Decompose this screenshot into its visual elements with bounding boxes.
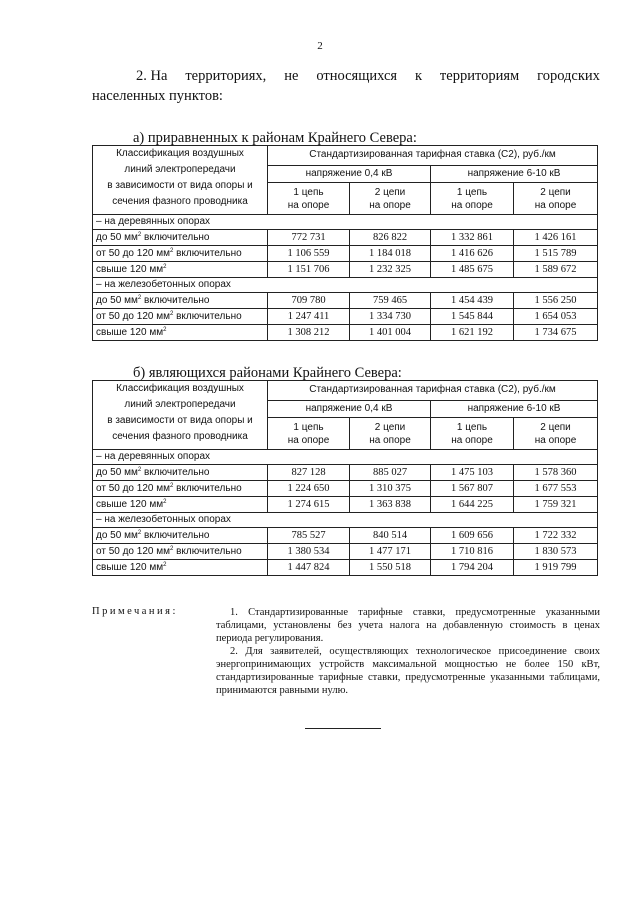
row-label-text: до 50 мм [96,231,138,243]
rate-title: Стандартизированная тарифная ставка (С2), руб./км [268,146,598,166]
rate-value: 1 644 225 [431,497,514,513]
row-label-sup: 2 [163,326,167,333]
chain-line: 2 цепи [540,186,571,198]
chain-line: на опоре [451,199,493,211]
rate-value: 1 401 004 [350,325,431,341]
row-label [93,309,268,325]
rate-value: 1 677 553 [514,481,598,497]
row-label-text: от 50 до 120 мм [96,247,170,259]
rate-value: 1 550 518 [350,560,431,576]
row-label-text: от 50 до 120 мм [96,310,170,322]
row-label-suffix: включительно [173,310,242,322]
classification-line: в зависимости от вида опоры и [107,415,253,426]
header-row [93,146,598,166]
rate-value: 1 416 626 [431,246,514,262]
tariff-table-b [92,380,598,576]
chain-header [514,418,598,450]
notes [216,606,600,697]
rate-value: 1 363 838 [350,497,431,513]
rate-value: 1 184 018 [350,246,431,262]
intro-word: территориях, [185,68,267,84]
rate-value: 709 780 [268,293,350,309]
row-label-text: от 50 до 120 мм [96,545,170,557]
row-label [93,230,268,246]
group-row [93,215,598,230]
row-label-suffix: включительно [173,482,242,494]
header-row [93,381,598,401]
rate-value: 1 477 171 [350,544,431,560]
group-row [93,513,598,528]
rate-value: 1 654 053 [514,309,598,325]
rate-value: 1 447 824 [268,560,350,576]
rate-value: 759 465 [350,293,431,309]
rate-value: 1 710 816 [431,544,514,560]
row-label [93,262,268,278]
row-label-sup: 2 [163,561,167,568]
row-label-sup: 2 [170,310,174,317]
rate-value: 1 232 325 [350,262,431,278]
classification-line: Классификация воздушных [116,383,244,394]
group-label: – на железобетонных опорах [93,513,598,528]
intro-word: к [414,68,423,84]
chain-header [514,183,598,215]
intro-word: 2. На [136,68,168,84]
rate-value: 1 310 375 [350,481,431,497]
table-row [93,528,598,544]
row-label-text: свыше 120 мм [96,561,164,573]
chain-line: на опоре [287,199,330,211]
rate-value: 840 514 [350,528,431,544]
rate-value: 1 609 656 [431,528,514,544]
row-label-sup: 2 [170,545,174,552]
table-row [93,246,598,262]
rate-value: 1 722 332 [514,528,598,544]
rate-value: 885 027 [350,465,431,481]
voltage-header: напряжение 0,4 кВ [268,165,431,183]
row-label-text: свыше 120 мм [96,263,164,275]
row-label [93,465,268,481]
chain-line: 2 цепи [540,421,571,433]
chain-header [431,183,514,215]
rate-value: 1 759 321 [514,497,598,513]
row-label [93,246,268,262]
page-number: 2 [317,40,323,52]
rate-value: 1 515 789 [514,246,598,262]
intro-paragraph [92,66,600,106]
row-label-sup: 2 [163,498,167,505]
row-label-sup: 2 [163,263,167,270]
chain-line: 2 цепи [374,421,406,433]
row-label-text: свыше 120 мм [96,326,164,338]
rate-value: 1 556 250 [514,293,598,309]
classification-line: линий электропередачи [124,164,236,175]
rate-value: 1 545 844 [431,309,514,325]
rate-value: 785 527 [268,528,350,544]
voltage-header: напряжение 0,4 кВ [268,400,431,418]
row-label [93,293,268,309]
chain-header [268,418,350,450]
rate-value: 1 567 807 [431,481,514,497]
classification-line: сечения фазного проводника [112,196,248,207]
chain-header [268,183,350,215]
row-label [93,528,268,544]
table-row [93,309,598,325]
rate-value: 1 274 615 [268,497,350,513]
row-label-sup: 2 [170,247,174,254]
voltage-header: напряжение 6-10 кВ [431,165,598,183]
row-label [93,325,268,341]
intro-word: городских [537,68,600,84]
rate-value: 1 919 799 [514,560,598,576]
chain-line: на опоре [369,434,411,446]
row-label-suffix: включительно [173,545,242,557]
chain-line: на опоре [369,199,411,211]
chain-line: на опоре [534,199,577,211]
rate-value: 1 621 192 [431,325,514,341]
group-label: – на деревянных опорах [93,450,598,465]
table-row [93,325,598,341]
row-label-text: от 50 до 120 мм [96,482,170,494]
rate-title: Стандартизированная тарифная ставка (С2), руб./км [268,381,598,401]
rate-value: 826 822 [350,230,431,246]
rate-value: 1 247 411 [268,309,350,325]
chain-header [350,418,431,450]
rate-value: 827 128 [268,465,350,481]
classification-line: в зависимости от вида опоры и [107,180,253,191]
classification-header [93,146,268,215]
chain-line: на опоре [451,434,493,446]
table-row [93,262,598,278]
intro-line-1 [92,66,600,86]
voltage-header: напряжение 6-10 кВ [431,400,598,418]
rate-value: 1 426 161 [514,230,598,246]
notes-label: Примечания: [92,606,178,617]
row-label-suffix: включительно [141,294,210,306]
chain-line: на опоре [534,434,577,446]
intro-line-2: населенных пунктов: [92,88,223,104]
rate-value: 1 454 439 [431,293,514,309]
row-label [93,481,268,497]
rate-value: 1 332 861 [431,230,514,246]
intro-word: территориям [439,68,520,84]
rate-value: 772 731 [268,230,350,246]
row-label-suffix: включительно [141,231,210,243]
rate-value: 1 106 559 [268,246,350,262]
row-label-suffix: включительно [173,247,242,259]
chain-line: на опоре [287,434,330,446]
closing-rule [305,728,381,729]
intro-word: относящихся [316,68,398,84]
chain-line: 1 цепь [293,186,324,198]
row-label [93,497,268,513]
chain-line: 2 цепи [374,186,406,198]
rate-value: 1 308 212 [268,325,350,341]
group-label: – на деревянных опорах [93,215,598,230]
row-label-suffix: включительно [141,466,210,478]
row-label-text: свыше 120 мм [96,498,164,510]
tariff-table-a [92,145,598,341]
table-row [93,560,598,576]
chain-line: 1 цепь [293,421,324,433]
table-b-caption: б) являющихся районами Крайнего Севера: [133,365,402,381]
table-row [93,293,598,309]
rate-value: 1 794 204 [431,560,514,576]
rate-value: 1 485 675 [431,262,514,278]
chain-line: 1 цепь [456,421,488,433]
rate-value: 1 334 730 [350,309,431,325]
row-label [93,560,268,576]
row-label-sup: 2 [137,466,142,473]
rate-value: 1 224 650 [268,481,350,497]
classification-line: сечения фазного проводника [112,431,248,442]
row-label-sup: 2 [137,529,142,536]
row-label-text: до 50 мм [96,529,138,541]
chain-header [350,183,431,215]
table-a-caption: а) приравненных к районам Крайнего Севера: [133,130,417,146]
classification-header [93,381,268,450]
group-row [93,450,598,465]
row-label-suffix: включительно [141,529,210,541]
table-row [93,465,598,481]
row-label [93,544,268,560]
table-row [93,230,598,246]
table-row [93,481,598,497]
rate-value: 1 151 706 [268,262,350,278]
group-row [93,278,598,293]
note-item: 1. Стандартизированные тарифные ставки, предусмотренные указанными таблицами, установлены без учета налога на добавленную стоимость в ценах периода регулирования. [216,607,600,644]
row-label-sup: 2 [137,231,142,238]
classification-line: линий электропередачи [124,399,236,410]
rate-value: 1 578 360 [514,465,598,481]
note-item: 2. Для заявителей, осуществляющих технологическое присоединение своих энергопринимающих устройств максимальной мощностью не более 150 кВт, стандартизированные тарифные ставки, предусмотренные указанными таблицами, принимаются равными нулю. [216,646,600,696]
table-row [93,544,598,560]
row-label-sup: 2 [170,482,174,489]
rate-value: 1 475 103 [431,465,514,481]
rate-value: 1 380 534 [268,544,350,560]
row-label-sup: 2 [137,294,142,301]
classification-line: Классификация воздушных [116,148,244,159]
chain-line: 1 цепь [456,186,488,198]
row-label-text: до 50 мм [96,294,138,306]
chain-header [431,418,514,450]
intro-word: не [284,68,299,84]
group-label: – на железобетонных опорах [93,278,598,293]
rate-value: 1 734 675 [514,325,598,341]
row-label-text: до 50 мм [96,466,138,478]
table-row [93,497,598,513]
rate-value: 1 589 672 [514,262,598,278]
rate-value: 1 830 573 [514,544,598,560]
